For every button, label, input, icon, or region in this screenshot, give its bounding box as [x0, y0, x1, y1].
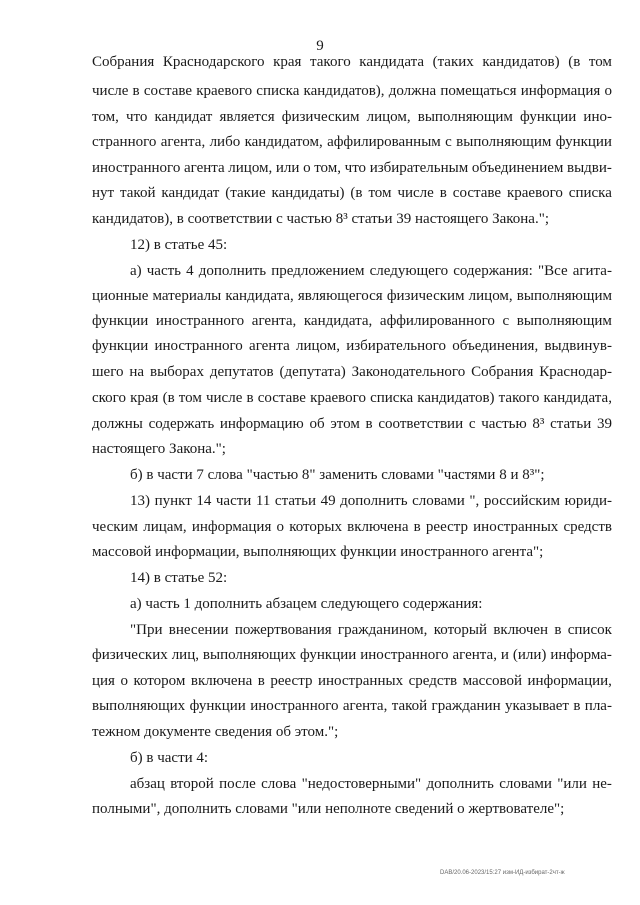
text-line: числе в составе краевого списка кандидатов), должна помещаться информация о	[92, 83, 612, 99]
text-line: функции иностранного агента, кандидата, аффилированного с выполняющим	[92, 313, 612, 329]
text-line: нут такой кандидат (такие кандидаты) (в том числе в составе краевого списка	[92, 185, 612, 201]
text-line: б) в части 4:	[130, 750, 209, 766]
text-line: странного агента, либо кандидатом, аффилированным с выполняющим функции	[92, 134, 612, 150]
text-line: функции иностранного агента лицом, избирательного объединения, выдвинув-	[92, 338, 612, 354]
text-line: 14) в статье 52:	[130, 570, 228, 586]
text-line: полными", дополнить словами "или неполноте сведений о жертвователе";	[92, 801, 565, 817]
text-line: массовой информации, выполняющих функции иностранного агента";	[92, 544, 544, 560]
text-line: 13) пункт 14 части 11 статьи 49 дополнить словами ", российским юриди-	[130, 493, 612, 509]
text-line: физических лиц, выполняющих функции иностранного агента, и (или) информа-	[92, 647, 612, 663]
text-line: а) часть 1 дополнить абзацем следующего содержания:	[130, 596, 483, 612]
text-line: кандидатов), в соответствии с частью 8³ статьи 39 настоящего Закона.";	[92, 211, 550, 227]
text-line: ского края (в том числе в составе краевого списка кандидатов) такого кандидата,	[92, 390, 612, 406]
text-line: тежном документе сведения об этом.";	[92, 724, 339, 740]
text-line: ция о котором включена в реестр иностранных средств массовой информации,	[92, 673, 612, 689]
text-line: Собрания Краснодарского края такого кандидата (таких кандидатов) (в том	[92, 54, 612, 70]
text-line: ческим лицам, информация о которых включена в реестр иностранных средств	[92, 519, 612, 535]
text-line: настоящего Закона.";	[92, 441, 226, 457]
text-line: шего на выборах депутатов (депутата) Законодательного Собрания Краснодар-	[92, 364, 612, 380]
text-line: абзац второй после слова "недостоверными" дополнить словами "или не-	[130, 776, 612, 792]
text-line: иностранного агента лицом, или о том, что избирательным объединением выдви-	[92, 160, 612, 176]
text-line: "При внесении пожертвования гражданином, который включен в список	[130, 622, 612, 638]
text-line: 12) в статье 45:	[130, 237, 228, 253]
text-line: том, что кандидат является физическим лицом, выполняющим функции ино-	[92, 109, 612, 125]
text-line: б) в части 7 слова "частью 8" заменить словами "частями 8 и 8³";	[130, 467, 545, 483]
text-line: а) часть 4 дополнить предложением следующего содержания: "Все агита-	[130, 263, 612, 279]
page-number: 9	[316, 38, 324, 54]
text-line: выполняющих функции иностранного агента, такой гражданин указывает в пла-	[92, 698, 612, 714]
document-footer: DAB/20.06-2023/15:27 изм-ИД-избират-2чт-ж	[440, 870, 565, 876]
text-line: ционные материалы кандидата, являющегося физическим лицом, выполняющим	[92, 288, 612, 304]
text-line: должны содержать информацию об этом в соответствии с частью 8³ статьи 39	[92, 416, 612, 432]
